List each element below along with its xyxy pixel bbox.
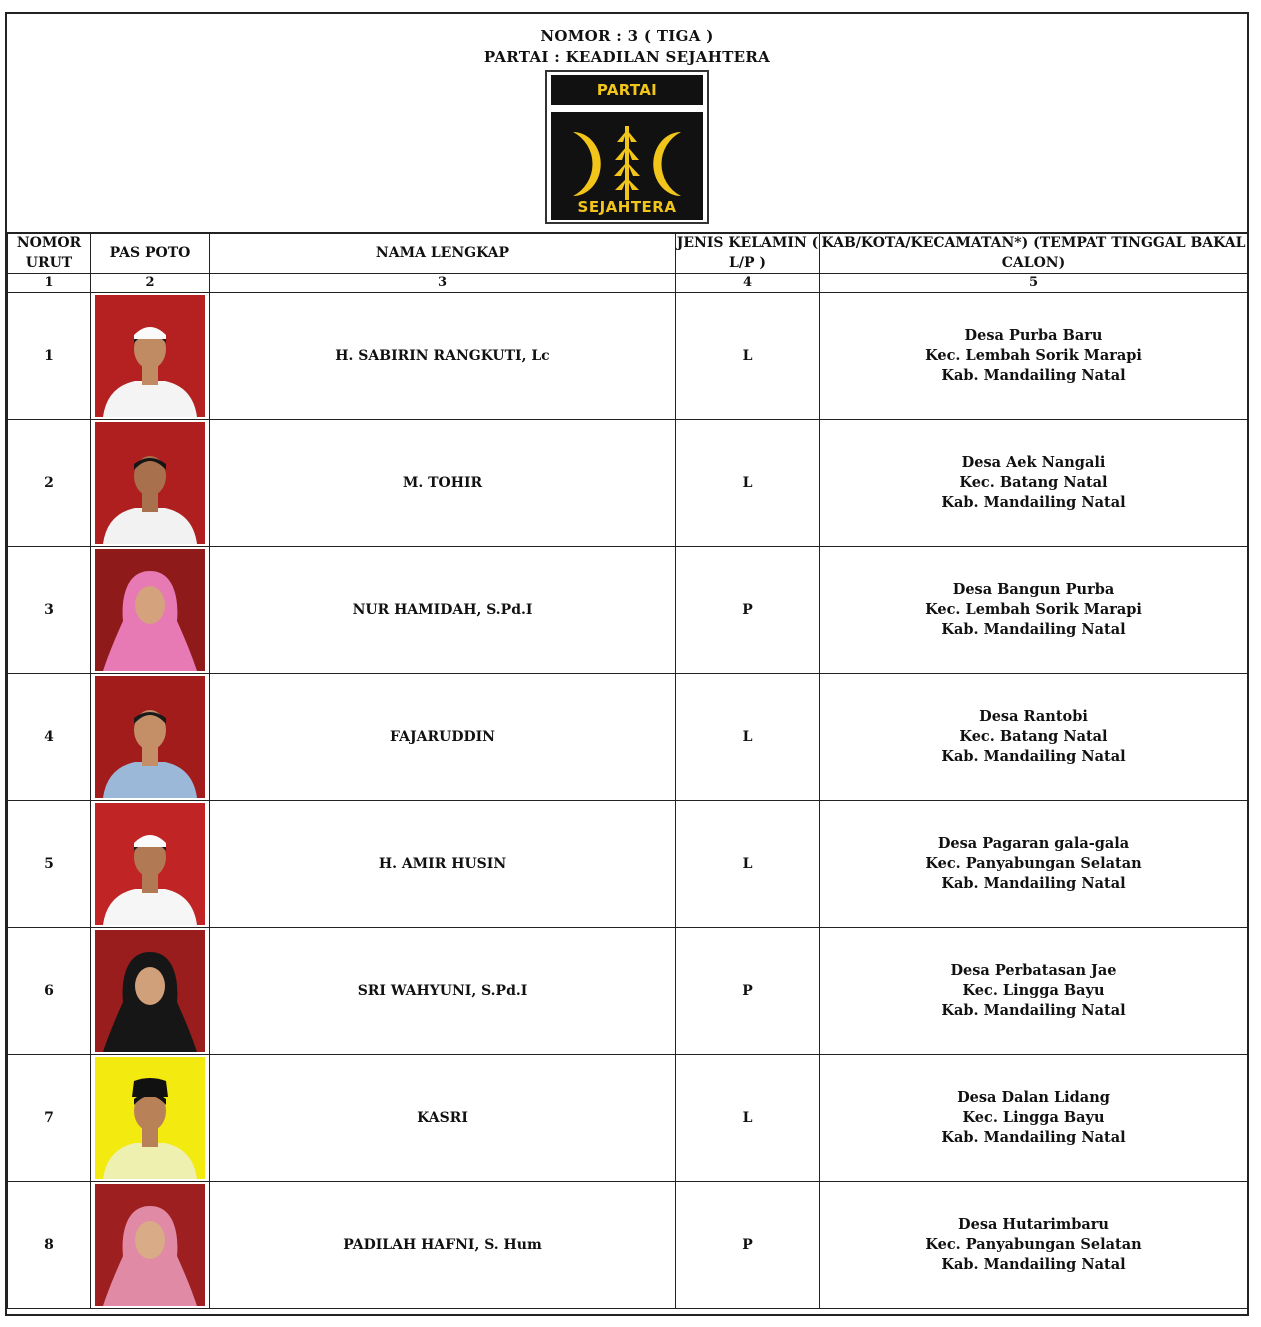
candidate-address [820, 674, 1248, 801]
candidate-gender: L [676, 420, 820, 547]
candidate-photo-cell [91, 547, 210, 674]
candidate-name: M. TOHIR [210, 420, 676, 547]
address-district: Kec. Lembah Sorik Marapi [925, 347, 1142, 364]
candidate-number: 7 [8, 1055, 91, 1182]
column-number: 4 [676, 274, 820, 293]
address-regency: Kab. Mandailing Natal [941, 621, 1126, 638]
candidate-gender: L [676, 1055, 820, 1182]
table-row [8, 801, 1248, 928]
address-village: Desa Aek Nangali [961, 454, 1106, 471]
candidate-name: SRI WAHYUNI, S.Pd.I [210, 928, 676, 1055]
candidate-address [820, 547, 1248, 674]
portrait-icon [95, 930, 205, 1052]
logo-top-text: PARTAI [551, 75, 703, 105]
candidate-gender: P [676, 547, 820, 674]
address-district: Kec. Panyabungan Selatan [925, 1236, 1142, 1253]
table-row [8, 420, 1248, 547]
address-village: Desa Bangun Purba [952, 581, 1115, 598]
candidate-photo [95, 1184, 205, 1306]
candidate-photo-cell [91, 420, 210, 547]
party-number: NOMOR : 3 ( TIGA ) [540, 27, 714, 45]
address-regency: Kab. Mandailing Natal [941, 748, 1126, 765]
table-row [8, 547, 1248, 674]
party-logo [545, 70, 709, 224]
candidate-number: 6 [8, 928, 91, 1055]
table-row [8, 1055, 1248, 1182]
candidate-number: 2 [8, 420, 91, 547]
address-district: Kec. Lingga Bayu [962, 982, 1105, 999]
portrait-icon [95, 422, 205, 544]
column-number: 5 [820, 274, 1248, 293]
address-district: Kec. Lembah Sorik Marapi [925, 601, 1142, 618]
party-name: PARTAI : KEADILAN SEJAHTERA [483, 48, 771, 66]
address-district: Kec. Lingga Bayu [962, 1109, 1105, 1126]
col-nama-lengkap: NAMA LENGKAP [210, 233, 676, 274]
candidate-number: 8 [8, 1182, 91, 1309]
candidate-photo [95, 803, 205, 925]
candidate-address [820, 928, 1248, 1055]
candidate-photo-cell [91, 293, 210, 420]
candidate-name: NUR HAMIDAH, S.Pd.I [210, 547, 676, 674]
candidate-photo-cell [91, 1055, 210, 1182]
candidate-table [7, 232, 1248, 1309]
logo-bottom-text: SEJAHTERA [577, 198, 677, 216]
col-tempat-tinggal: KAB/KOTA/KECAMATAN*) (TEMPAT TINGGAL BAKAL CALON) [820, 233, 1248, 274]
candidate-photo-cell [91, 674, 210, 801]
col-pas-poto: PAS POTO [91, 233, 210, 274]
candidate-number: 3 [8, 547, 91, 674]
portrait-icon [95, 803, 205, 925]
address-regency: Kab. Mandailing Natal [941, 1256, 1126, 1273]
table-row [8, 1182, 1248, 1309]
portrait-icon [95, 1057, 205, 1179]
candidate-photo-cell [91, 801, 210, 928]
address-village: Desa Perbatasan Jae [950, 962, 1117, 979]
candidate-sheet [5, 12, 1249, 1316]
candidate-gender: P [676, 1182, 820, 1309]
table-row [8, 293, 1248, 420]
candidate-number: 1 [8, 293, 91, 420]
candidate-gender: L [676, 801, 820, 928]
candidate-name: FAJARUDDIN [210, 674, 676, 801]
address-regency: Kab. Mandailing Natal [941, 1002, 1126, 1019]
address-village: Desa Hutarimbaru [958, 1216, 1109, 1233]
column-number-row [8, 274, 1248, 293]
candidate-gender: P [676, 928, 820, 1055]
candidate-photo-cell [91, 1182, 210, 1309]
address-district: Kec. Batang Natal [959, 728, 1108, 745]
candidate-address [820, 420, 1248, 547]
candidate-number: 5 [8, 801, 91, 928]
candidate-photo [95, 422, 205, 544]
candidate-photo [95, 295, 205, 417]
portrait-icon [95, 295, 205, 417]
candidate-address [820, 1055, 1248, 1182]
candidate-number: 4 [8, 674, 91, 801]
portrait-icon [95, 676, 205, 798]
candidate-gender: L [676, 674, 820, 801]
candidate-name: KASRI [210, 1055, 676, 1182]
portrait-icon [95, 549, 205, 671]
party-header [7, 14, 1247, 234]
portrait-icon [95, 1184, 205, 1306]
candidate-address [820, 1182, 1248, 1309]
address-village: Desa Purba Baru [964, 327, 1103, 344]
candidate-gender: L [676, 293, 820, 420]
candidate-photo [95, 1057, 205, 1179]
address-district: Kec. Panyabungan Selatan [925, 855, 1142, 872]
column-number: 2 [91, 274, 210, 293]
address-regency: Kab. Mandailing Natal [941, 875, 1126, 892]
column-number: 1 [8, 274, 91, 293]
candidate-name: PADILAH HAFNI, S. Hum [210, 1182, 676, 1309]
candidate-photo [95, 676, 205, 798]
address-village: Desa Pagaran gala-gala [937, 835, 1130, 852]
candidate-photo [95, 930, 205, 1052]
candidate-address [820, 293, 1248, 420]
address-village: Desa Rantobi [979, 708, 1088, 725]
address-village: Desa Dalan Lidang [957, 1089, 1110, 1106]
candidate-name: H. AMIR HUSIN [210, 801, 676, 928]
address-district: Kec. Batang Natal [959, 474, 1108, 491]
candidate-address [820, 801, 1248, 928]
table-row [8, 928, 1248, 1055]
logo-emblem [551, 112, 703, 220]
candidate-photo-cell [91, 928, 210, 1055]
col-nomor-urut: NOMOR URUT [8, 233, 91, 274]
table-header-row [8, 233, 1248, 274]
address-regency: Kab. Mandailing Natal [941, 1129, 1126, 1146]
candidate-name: H. SABIRIN RANGKUTI, Lc [210, 293, 676, 420]
table-row [8, 674, 1248, 801]
address-regency: Kab. Mandailing Natal [941, 367, 1126, 384]
column-number: 3 [210, 274, 676, 293]
address-regency: Kab. Mandailing Natal [941, 494, 1126, 511]
col-jenis-kelamin: JENIS KELAMIN ( L/P ) [676, 233, 820, 274]
candidate-photo [95, 549, 205, 671]
